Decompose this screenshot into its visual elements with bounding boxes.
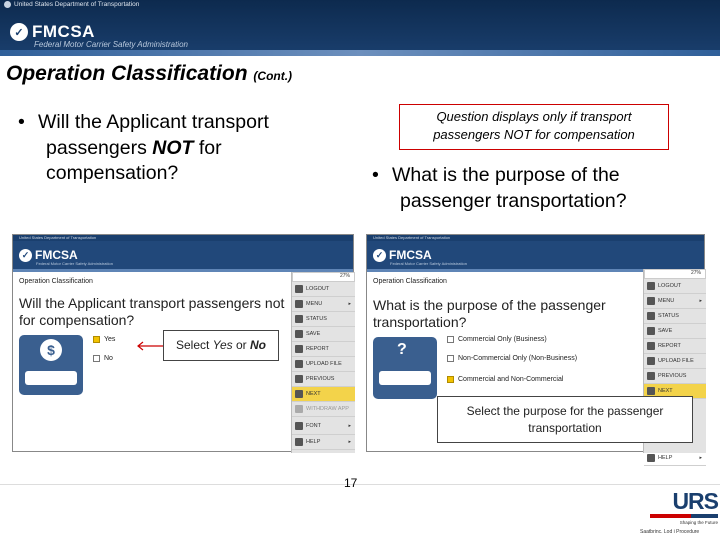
option-commercial[interactable] — [447, 336, 547, 343]
screen2-question-line2: transportation? — [373, 313, 467, 330]
option-label: Commercial and Non-Commercial — [458, 376, 564, 383]
menu-label: PREVIOUS — [658, 373, 687, 379]
chevron-right-icon: ▸ — [348, 301, 351, 307]
menu-label: HELP — [306, 439, 321, 445]
fmcsa-logo-icon: ✓ — [373, 249, 386, 262]
title-suffix: (Cont.) — [253, 69, 293, 83]
menu-label: FONT — [306, 422, 321, 429]
bullet1-not: NOT — [152, 136, 194, 159]
menu-help[interactable] — [292, 435, 355, 450]
screen1-brand: FMCSA — [35, 248, 78, 262]
bullet2-line1: What is the purpose of the — [392, 164, 620, 186]
menu-label: PREVIOUS — [306, 376, 335, 382]
menu-label: SAVE — [306, 331, 321, 337]
logout-icon — [647, 282, 655, 290]
menu-label: LOGOUT — [658, 283, 682, 289]
callout-arrow-icon — [134, 336, 166, 354]
bullet-question-2 — [372, 163, 672, 214]
upload-icon — [647, 357, 655, 365]
question-mark-icon: ? — [397, 341, 407, 358]
next-icon — [647, 387, 655, 395]
save-icon — [295, 330, 303, 338]
save-icon — [647, 327, 655, 335]
callout-pre: Select — [175, 338, 213, 352]
option-label: Non-Commercial Only (Non-Business) — [458, 355, 578, 362]
screen2-question — [373, 297, 643, 331]
chevron-right-icon: ▸ — [348, 439, 351, 445]
menu-label: LOGOUT — [306, 286, 330, 292]
select-purpose-callout — [437, 396, 693, 443]
urs-stripe — [650, 514, 718, 518]
bullet1-line2 — [18, 136, 338, 162]
page-number: 17 — [344, 476, 358, 490]
menu-menu[interactable] — [292, 297, 355, 312]
callout-mid: or — [232, 338, 251, 352]
bullet1-line2c: for — [193, 136, 222, 159]
menu-label: STATUS — [658, 313, 679, 319]
title-text: Operation Classification — [6, 62, 248, 85]
screen1-header — [13, 241, 353, 269]
bullet-dot: • — [18, 111, 25, 133]
callout-yes: Yes — [212, 338, 233, 352]
status-icon — [295, 315, 303, 323]
menu-label: REPORT — [306, 346, 329, 352]
fmcsa-logo-icon: ✓ — [10, 23, 28, 41]
option-no-label: No — [104, 355, 113, 362]
screen2-subtitle: Federal Motor Carrier Safety Administration — [390, 261, 467, 266]
urs-logo — [650, 490, 718, 525]
brand-subtitle: Federal Motor Carrier Safety Administration — [34, 40, 188, 49]
brand — [10, 22, 95, 42]
urs-tagline: Shaping the Future — [679, 520, 718, 525]
menu-font[interactable] — [292, 417, 355, 435]
menu-label: UPLOAD FILE — [306, 361, 342, 367]
department-line — [4, 1, 139, 8]
bullet2-line2: passenger transportation? — [400, 189, 627, 212]
bullet1-line3: compensation? — [46, 162, 179, 185]
commercial-checkbox[interactable] — [447, 336, 454, 343]
screen2-dept-bar: United States Department of Transportation — [367, 235, 704, 241]
callout2-line2: transportation — [528, 420, 602, 435]
menu-label: REPORT — [658, 343, 681, 349]
fmcsa-logo-icon: ✓ — [19, 249, 32, 262]
menu-label: NEXT — [306, 391, 321, 397]
banner-swoosh — [0, 50, 720, 56]
menu-status[interactable] — [292, 312, 355, 327]
screen2-brand: FMCSA — [389, 248, 432, 262]
menu-label: UPLOAD FILE — [658, 358, 694, 364]
non-commercial-checkbox[interactable] — [447, 355, 454, 362]
option-yes-label: Yes — [104, 336, 116, 343]
screen1-question-line2: for compensation? — [19, 311, 135, 328]
top-banner — [0, 0, 720, 56]
brand-name: FMCSA — [32, 22, 95, 41]
bullet-question-1 — [18, 110, 338, 187]
bus-icon — [379, 371, 431, 385]
menu-label: WITHDRAW APP — [306, 406, 349, 412]
menu-menu[interactable] — [644, 294, 706, 309]
option-label: Commercial Only (Business) — [458, 336, 547, 343]
menu-help[interactable] — [644, 451, 706, 466]
menu-upload-file[interactable] — [292, 357, 355, 372]
screen1-dept-bar: United States Department of Transportation — [13, 235, 353, 241]
bullet1-line2a: passengers — [46, 136, 153, 159]
report-icon — [295, 345, 303, 353]
bullet1-line1: Will the Applicant transport — [38, 111, 269, 133]
note-line1: Question displays only if transport — [436, 109, 632, 124]
yes-checkbox[interactable] — [93, 336, 100, 343]
screen1-sidebar — [291, 272, 355, 453]
withdraw-icon — [295, 405, 303, 413]
footer-divider — [0, 484, 720, 485]
slide-title — [6, 62, 292, 86]
screen1-question — [19, 295, 289, 329]
menu-label: MENU — [306, 301, 323, 307]
screen2-header — [367, 241, 704, 269]
menu-withdraw[interactable] — [292, 402, 355, 417]
passenger-purpose-icon — [373, 337, 437, 399]
menu-logout[interactable] — [644, 279, 706, 294]
progress-bar: 27% — [292, 272, 355, 282]
chevron-right-icon: ▸ — [699, 298, 702, 304]
menu-label: MENU — [658, 298, 675, 304]
logout-icon — [295, 285, 303, 293]
menu-label: HELP — [658, 455, 673, 461]
next-icon — [295, 390, 303, 398]
passenger-compensation-icon — [19, 335, 83, 395]
menu-logout[interactable] — [292, 282, 355, 297]
help-icon — [295, 438, 303, 446]
menu-report[interactable] — [292, 342, 355, 357]
screen1-question-line1: Will the Applicant transport passengers not — [19, 295, 285, 311]
menu-label: STATUS — [306, 316, 327, 322]
select-yes-no-callout — [163, 330, 279, 361]
footer-mark: Saatbrinc. Lod i Procedure — [640, 529, 700, 535]
department-text: United States Department of Transportation — [14, 1, 140, 8]
help-icon — [647, 454, 655, 462]
seal-icon — [4, 1, 11, 8]
menu-save[interactable] — [644, 324, 706, 339]
font-icon — [295, 422, 303, 430]
conditional-note — [399, 104, 669, 150]
option-both[interactable] — [447, 376, 563, 383]
option-yes[interactable] — [93, 336, 115, 343]
menu-label: SAVE — [658, 328, 673, 334]
menu-label: NEXT — [658, 388, 673, 394]
no-dollar-icon: $ — [40, 339, 62, 361]
menu-upload-file[interactable] — [644, 354, 706, 369]
option-non-commercial[interactable] — [447, 355, 577, 362]
previous-icon — [295, 375, 303, 383]
menu-save[interactable] — [292, 327, 355, 342]
option-no[interactable] — [93, 355, 113, 362]
bullet-dot: • — [372, 164, 379, 186]
menu-icon — [647, 297, 655, 305]
menu-report[interactable] — [644, 339, 706, 354]
callout-no: No — [250, 338, 267, 352]
callout2-line1: Select the purpose for the passenger — [466, 404, 664, 418]
upload-icon — [295, 360, 303, 368]
urs-wordmark: URS — [672, 488, 718, 514]
previous-icon — [647, 372, 655, 380]
menu-previous[interactable] — [292, 372, 355, 387]
screen2-question-line1: What is the purpose of the passenger — [373, 297, 606, 313]
screen2-section: Operation Classification — [373, 278, 447, 285]
bus-icon — [25, 371, 77, 385]
menu-icon — [295, 300, 303, 308]
note-line2: passengers NOT for compensation — [433, 126, 635, 142]
status-icon — [647, 312, 655, 320]
no-checkbox[interactable] — [93, 355, 100, 362]
both-checkbox[interactable] — [447, 376, 454, 383]
menu-previous[interactable] — [644, 369, 706, 384]
progress-bar: 27% — [644, 269, 706, 279]
menu-next[interactable] — [292, 387, 355, 402]
report-icon — [647, 342, 655, 350]
chevron-right-icon: ▸ — [348, 422, 351, 429]
chevron-right-icon: ▸ — [699, 455, 702, 461]
screen1-subtitle: Federal Motor Carrier Safety Administration — [36, 261, 113, 266]
menu-status[interactable] — [644, 309, 706, 324]
screen1-section: Operation Classification — [19, 278, 93, 285]
